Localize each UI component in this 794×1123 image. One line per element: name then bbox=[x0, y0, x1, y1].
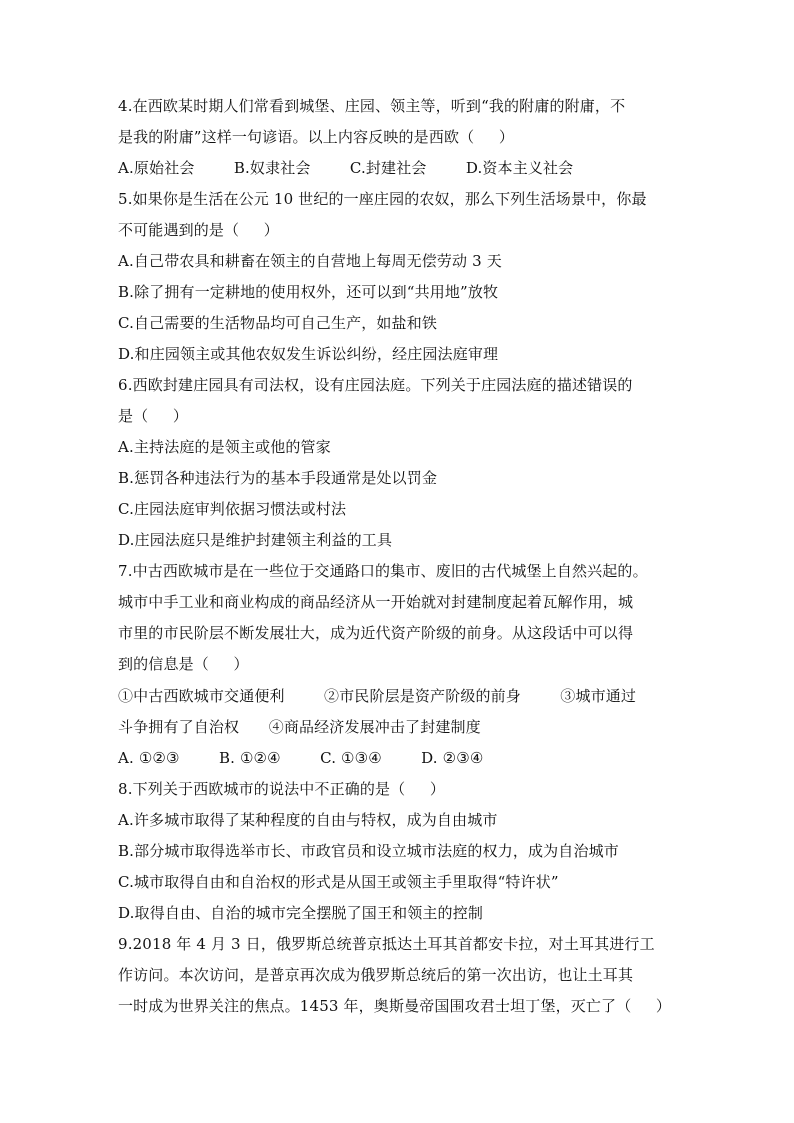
q9-stem-line-1: 9.2018 年 4 月 3 日，俄罗斯总统普京抵达土耳其首都安卡拉，对土耳其进行工 bbox=[118, 935, 655, 953]
q5-stem-line-2: 不可能遇到的是（ ） bbox=[118, 221, 279, 239]
q6-stem-line-1: 6.西欧封建庄园具有司法权，设有庄园法庭。下列关于庄园法庭的描述错误的 bbox=[118, 376, 633, 394]
q5-option-a: A.自己带农具和耕畜在领主的自营地上每周无偿劳动 3 天 bbox=[118, 252, 502, 270]
q5-option-b: B.除了拥有一定耕地的使用权外，还可以到“共用地”放牧 bbox=[118, 283, 499, 301]
q8-option-d: D.取得自由、自治的城市完全摆脱了国王和领主的控制 bbox=[118, 904, 484, 922]
q7-stem-line-3: 市里的市民阶层不断发展壮大，成为近代资产阶级的前身。从这段话中可以得 bbox=[118, 624, 634, 642]
q8-stem: 8.下列关于西欧城市的说法中不正确的是（ ） bbox=[118, 780, 446, 798]
q5-option-c: C.自己需要的生活物品均可自己生产，如盐和铁 bbox=[118, 314, 438, 332]
q8-option-b: B.部分城市取得选举市长、市政官员和设立城市法庭的权力，成为自治城市 bbox=[118, 842, 619, 860]
q6-option-d: D.庄园法庭只是维护封建领主利益的工具 bbox=[118, 531, 393, 549]
q7-statements-line-2: 斗争拥有了自治权 ④商品经济发展冲击了封建制度 bbox=[118, 718, 481, 736]
q7-statements-line-1: ①中古西欧城市交通便利 ②市民阶层是资产阶级的前身 ③城市通过 bbox=[118, 687, 637, 705]
q5-stem-line-1: 5.如果你是生活在公元 10 世纪的一座庄园的农奴，那么下列生活场景中，你最 bbox=[118, 190, 647, 208]
q5-option-d: D.和庄园领主或其他农奴发生诉讼纠纷，经庄园法庭审理 bbox=[118, 345, 499, 363]
q4-stem-line-2: 是我的附庸”这样一句谚语。以上内容反映的是西欧（ ） bbox=[118, 128, 515, 146]
q6-stem-line-2: 是（ ） bbox=[118, 407, 189, 425]
q7-stem-line-4: 到的信息是（ ） bbox=[118, 655, 249, 673]
q4-stem-line-1: 4.在西欧某时期人们常看到城堡、庄园、领主等，听到“我的附庸的附庸，不 bbox=[118, 97, 626, 115]
q4-options: A.原始社会 B.奴隶社会 C.封建社会 D.资本主义社会 bbox=[118, 159, 574, 177]
q6-option-a: A.主持法庭的是领主或他的管家 bbox=[118, 438, 331, 456]
q8-option-c: C.城市取得自由和自治权的形式是从国王或领主手里取得“特许状” bbox=[118, 873, 559, 891]
q9-stem-line-2: 作访问。本次访问，是普京再次成为俄罗斯总统后的第一次出访，也让土耳其 bbox=[118, 966, 634, 984]
q7-stem-line-2: 城市中手工业和商业构成的商品经济从一开始就对封建制度起着瓦解作用，城 bbox=[118, 593, 634, 611]
q8-option-a: A.许多城市取得了某种程度的自由与特权，成为自由城市 bbox=[118, 811, 498, 829]
q6-option-c: C.庄园法庭审判依据习惯法或村法 bbox=[118, 500, 347, 518]
q6-option-b: B.惩罚各种违法行为的基本手段通常是处以罚金 bbox=[118, 469, 438, 487]
q7-options: A. ①②③ B. ①②④ C. ①③④ D. ②③④ bbox=[118, 749, 484, 767]
q9-stem-line-3: 一时成为世界关注的焦点。1453 年，奥斯曼帝国围攻君士坦丁堡，灭亡了（ ） bbox=[118, 997, 672, 1015]
q7-stem-line-1: 7.中古西欧城市是在一些位于交通路口的集市、废旧的古代城堡上自然兴起的。 bbox=[118, 562, 648, 580]
